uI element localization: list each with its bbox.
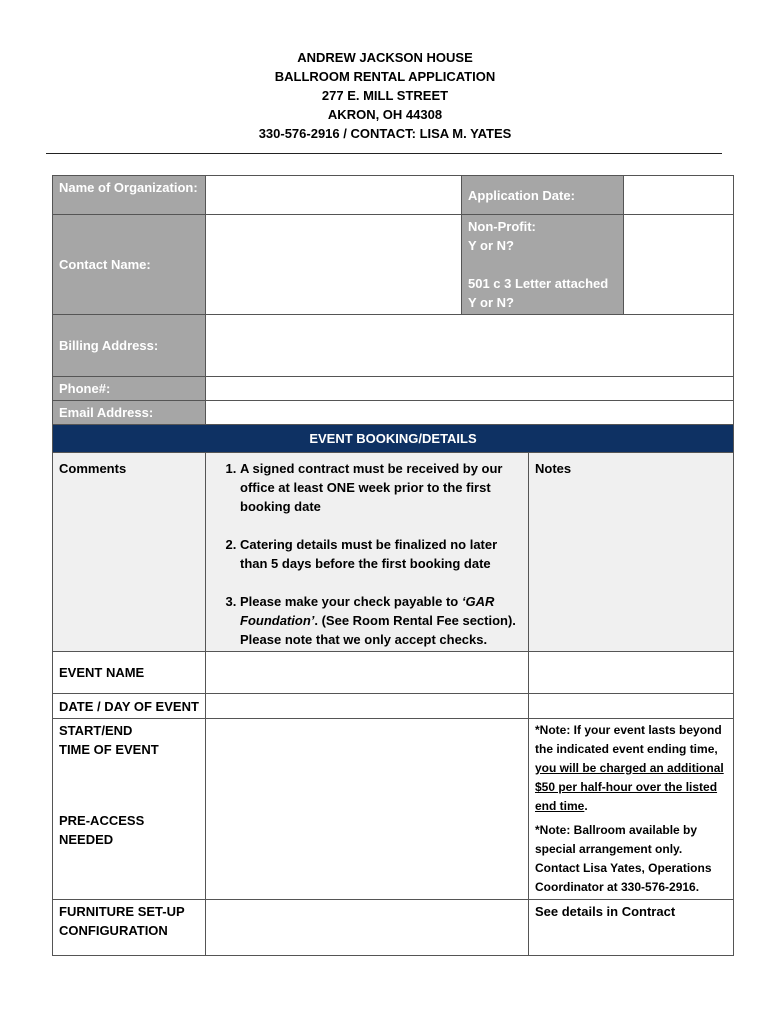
letterhead — [0, 48, 770, 143]
time-access-labels — [53, 719, 206, 900]
app-date-label: Application Date: — [462, 176, 624, 215]
city-state-zip: AKRON, OH 44308 — [327, 107, 443, 122]
event-booking-banner: EVENT BOOKING/DETAILS — [53, 425, 734, 453]
date-day-notes[interactable] — [529, 694, 734, 719]
comments-label: Comments — [53, 453, 206, 652]
nonprofit-label: Non-Profit: — [468, 219, 536, 234]
email-input[interactable] — [206, 401, 734, 425]
application-form — [52, 175, 734, 956]
org-name-label: Name of Organization: — [53, 176, 206, 215]
terms-list — [212, 459, 522, 649]
form-title: BALLROOM RENTAL APPLICATION — [274, 69, 496, 84]
phone-contact: 330-576-2916 / CONTACT: LISA M. YATES — [258, 126, 512, 141]
venue-name: ANDREW JACKSON HOUSE — [297, 50, 473, 65]
letter-yn: Y or N? — [468, 295, 514, 310]
pre-access-label: PRE-ACCESS NEEDED — [59, 813, 145, 847]
time-access-input[interactable] — [206, 719, 529, 900]
street-address: 277 E. MILL STREET — [321, 88, 449, 103]
event-name-label: EVENT NAME — [53, 652, 206, 694]
nonprofit-block — [462, 215, 624, 315]
contact-name-input[interactable] — [206, 215, 462, 315]
contact-name-label: Contact Name: — [53, 215, 206, 315]
billing-input[interactable] — [206, 315, 734, 377]
nonprofit-yn: Y or N? — [468, 238, 514, 253]
furniture-input[interactable] — [206, 900, 529, 956]
phone-label: Phone#: — [53, 377, 206, 401]
event-name-notes[interactable] — [529, 652, 734, 694]
email-label: Email Address: — [53, 401, 206, 425]
terms-cell — [206, 453, 529, 652]
header-divider — [46, 153, 722, 154]
term-item: 3. Please make your check payable to ‘GAR Foundation’. (See Room Rental Fee section). Please note that we only accept checks. — [240, 592, 522, 649]
date-day-label: DATE / DAY OF EVENT — [53, 694, 206, 719]
nonprofit-input[interactable] — [624, 215, 734, 315]
notes-label: Notes — [529, 453, 734, 652]
event-name-input[interactable] — [206, 652, 529, 694]
billing-label: Billing Address: — [53, 315, 206, 377]
phone-input[interactable] — [206, 377, 734, 401]
see-contract-note: See details in Contract — [529, 900, 734, 956]
start-end-label: START/END — [59, 723, 133, 738]
org-name-input[interactable] — [206, 176, 462, 215]
time-notes — [529, 719, 734, 900]
payee-name: ‘GAR Foundation’ — [240, 594, 495, 628]
overtime-note: *Note: If your event lasts beyond the indicated event ending time, you will be charged an additional $50 per half-hour over the listed end time. — [535, 723, 724, 813]
letter-label: 501 c 3 Letter attached — [468, 276, 609, 291]
term-item: 2. Catering details must be finalized no later than 5 days before the first booking date — [240, 535, 522, 573]
app-date-input[interactable] — [624, 176, 734, 215]
time-of-event-label: TIME OF EVENT — [59, 742, 159, 757]
furniture-label: FURNITURE SET-UP CONFIGURATION — [53, 900, 206, 956]
ballroom-access-note: *Note: Ballroom available by special arrangement only. Contact Lisa Yates, Operations Coordinator at 330-576-2916. — [535, 823, 712, 894]
term-item: 1. A signed contract must be received by our office at least ONE week prior to the first booking date — [240, 459, 522, 516]
date-day-input[interactable] — [206, 694, 529, 719]
